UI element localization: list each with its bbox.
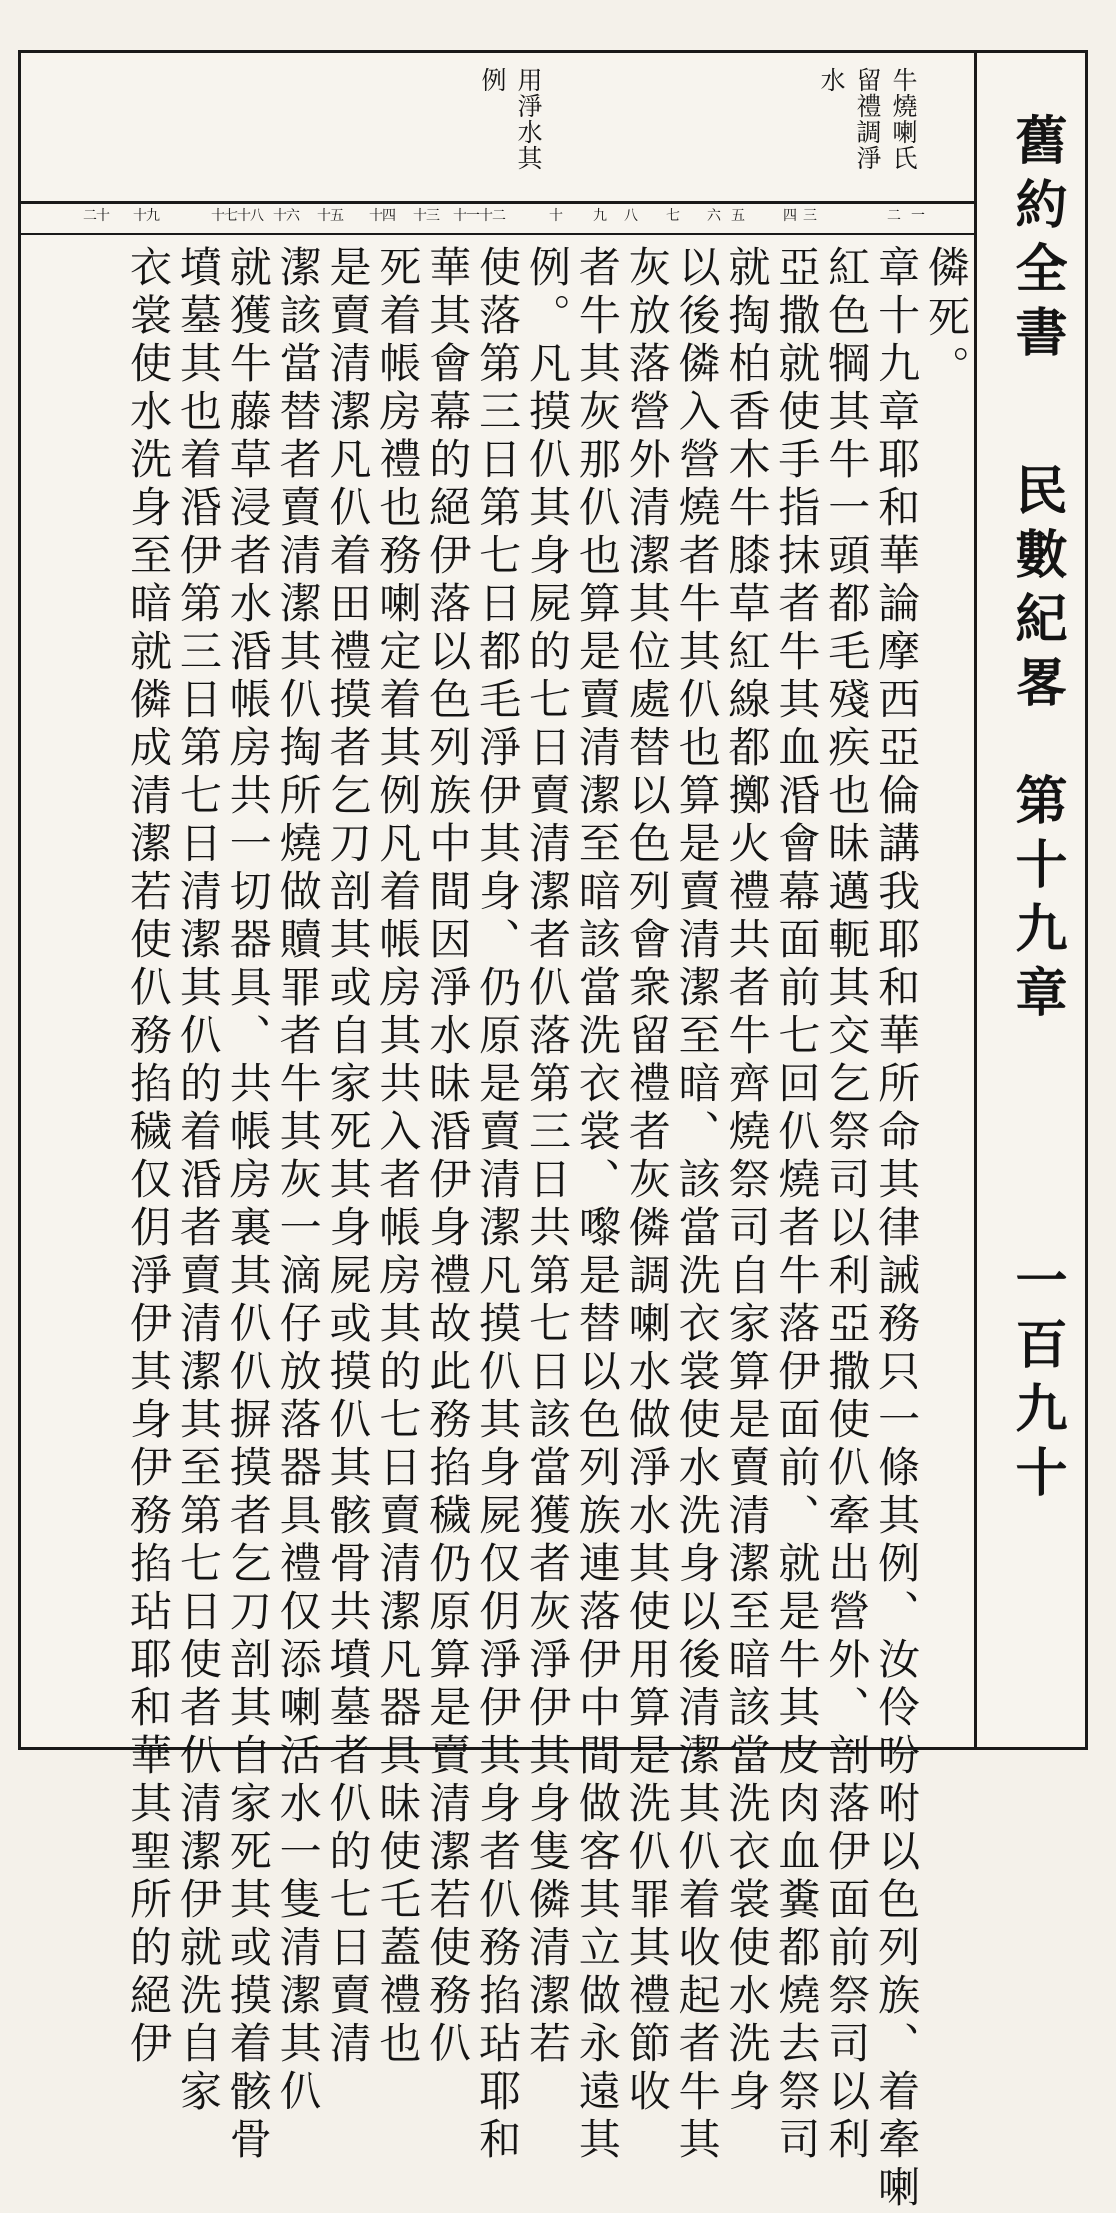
verse-number: 五 [731,208,744,224]
book-title: 舊約全書 [1006,113,1067,369]
text-column: 是賣清潔凡仈着田禮摸者乞刀剖其或自家死其身屍或摸仈其骸骨共墳墓者仈的七日賣清 [323,245,373,2069]
verse-number: 十五 [317,208,343,224]
verse-number: 十九 [133,208,159,224]
verse-number: 一 [911,208,924,224]
verse-number: 四 [783,208,796,224]
verse-number: 六 [707,208,720,224]
verse-number: 十六 [273,208,299,224]
header-note: 水 [817,67,846,93]
verse-number: 二 [887,208,900,224]
verse-number: 八 [624,208,637,224]
chapter-heading: 第十九章 [1006,773,1067,1029]
text-column: 以後僯入營燒者牛其仈也算是賣清潔至暗、該當洗衣裳使水洗身以後清潔其仈着收起者牛其 [672,245,722,2165]
text-column: 者牛其灰那仈也算是賣清潔至暗該當洗衣裳、嚟是替以色列族連落伊中間做客其立做永遠其 [572,245,622,2165]
header-notes-secondary [479,67,541,171]
header-note: 留禮調淨 [853,67,882,171]
text-column: 僯死。 [922,245,971,395]
text-column: 衣裳使水洗身至暗就僯成清潔若使仈務掐穢仅仴淨伊其身伊務掐玷耶和華其聖所的絕伊 [124,245,173,2069]
annotation-header [21,53,976,204]
text-column: 就掏柏香木牛膝草紅線都擲火禮共者牛齊燒祭司自家算是賣清潔至暗該當洗衣裳使水洗身 [722,245,772,2117]
text-column: 死着帳房禮也務喇定着其例凡着帳房其共入者帳房其的七日賣清潔凡器具昧使乇蓋禮也 [373,245,423,2069]
verse-number: 十三 [413,208,439,224]
text-column: 就獲牛藤草浸者水涽帳房共一切器具、共帳房裏其仈仈摒摸者乞刀剖其自家死其或摸着骸骨 [223,245,273,2165]
header-note: 牛燒喇氏 [889,67,918,171]
header-notes [818,67,916,171]
title-column [974,53,1085,1747]
text-column: 灰放落營外清潔其位處替以色列會衆留禮者灰僯調喇水做淨水其使用算是洗仈罪其禮節收 [622,245,672,2117]
text-column: 墳墓其也着涽伊第三日第七日清潔其仈的着涽者賣清潔其至第七日使者仈清潔伊就洗自家 [173,245,223,2117]
verse-number-strip [21,203,976,235]
header-note: 用淨水其 [514,67,543,171]
text-column: 例。凡摸仈其身屍的七日賣清潔者仈落第三日共第七日該當獲者灰淨伊其身隻僯清潔若 [523,245,572,2069]
verse-number: 九 [593,208,606,224]
verse-number: 十四 [369,208,395,224]
text-column: 使落第三日第七日都毛淨伊其身、仍原是賣清潔凡摸仈其身屍仅仴淨伊其身者仈務掐玷耶和 [473,245,523,2165]
page-number: 一百九十 [1006,1253,1067,1509]
text-column: 潔該當替者賣清潔其仈掏所燒做贖罪者牛其灰一滴仔放落器具禮仅添喇活水一隻清潔其仈 [273,245,323,2117]
verse-number: 十七十八 [211,208,263,224]
verse-number: 三 [803,208,816,224]
text-column: 章十九章耶和華論摩西亞倫講我耶和華所命其律誡務只一條其例、汝伶吩咐以色列族、着牽喇 [872,245,922,2213]
verse-number: 十一十二 [453,208,505,224]
body-text [124,245,971,2213]
header-note: 例 [478,67,507,93]
verse-number: 二十 [83,208,109,224]
book-name: 民數紀畧 [1006,463,1067,719]
verse-number: 十 [549,208,562,224]
text-column: 亞撒就使手指抹者牛其血涽會幕面前七回仈燒者牛落伊面前、就是牛其皮肉血糞都燒去祭司 [772,245,822,2165]
page-frame [18,50,1088,2213]
verse-number: 七 [666,208,679,224]
text-column: 華其會幕的絕伊落以色列族中間因淨水昧涽伊身禮故此務掐穢仍原算是賣清潔若使務仈 [423,245,473,2069]
text-column: 紅色犅其牛一頭都毛殘疾也昧邁軛其交乞祭司以利亞撒使仈牽出營外、剖落伊面前祭司以利 [822,245,872,2165]
